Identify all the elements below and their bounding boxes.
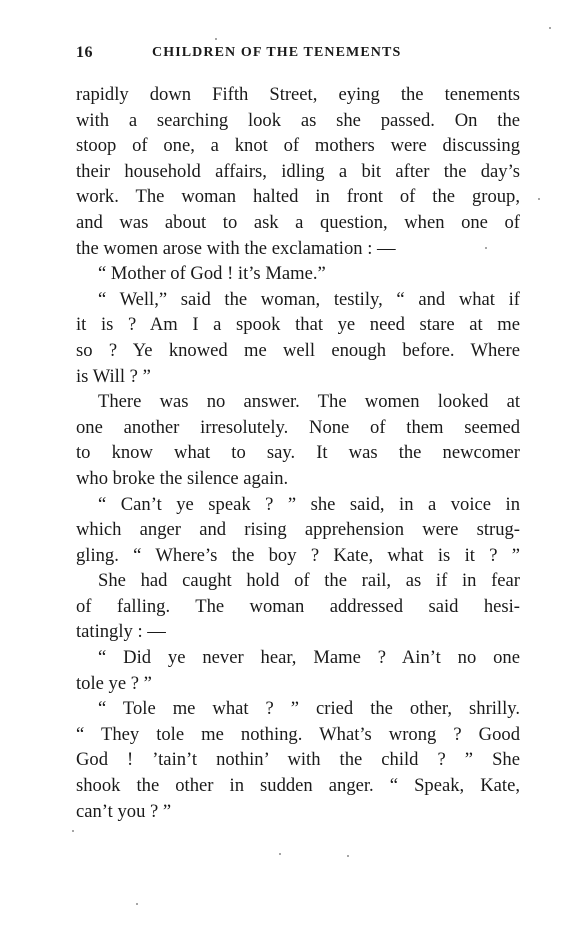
running-head <box>76 44 520 66</box>
text-line: “ Mother of God ! it’s Mame.” <box>98 263 326 285</box>
paper-speck <box>347 855 349 857</box>
text-line: “ Tole me what ? ” cried the other, shrilly. <box>98 698 520 720</box>
paper-speck <box>215 38 217 40</box>
text-line: so ? Ye knowed me well enough before. Where <box>76 339 520 361</box>
text-line: and was about to ask a question, when one of <box>76 211 520 233</box>
text-line: it is ? Am I a spook that ye need stare at me <box>76 314 520 336</box>
paper-speck <box>538 198 540 200</box>
text-line: who broke the silence again. <box>76 467 289 489</box>
text-line: gling. “ Where’s the boy ? Kate, what is it ? ” <box>76 544 520 566</box>
paper-speck <box>72 830 74 832</box>
text-line: tatingly : — <box>76 621 166 643</box>
text-line: She had caught hold of the rail, as if in fear <box>98 570 520 592</box>
paper-speck <box>549 27 551 29</box>
text-line: stoop of one, a knot of mothers were discussing <box>76 135 520 157</box>
text-line: their household affairs, idling a bit after the day’s <box>76 160 520 182</box>
text-line: of falling. The woman addressed said hesi- <box>76 595 520 617</box>
text-line: one another irresolutely. None of them seemed <box>76 416 520 438</box>
text-line: work. The woman halted in front of the group, <box>76 186 520 208</box>
text-line: is Will ? ” <box>76 365 151 387</box>
body-text <box>76 82 520 824</box>
text-line: shook the other in sudden anger. “ Speak, Kate, <box>76 775 520 797</box>
text-line: “ They tole me nothing. What’s wrong ? Good <box>76 723 520 745</box>
text-line: “ Can’t ye speak ? ” she said, in a voice in <box>98 493 520 515</box>
paper-speck <box>279 853 281 855</box>
text-line: There was no answer. The women looked at <box>98 391 520 413</box>
paper-speck <box>485 247 487 249</box>
text-line: “ Well,” said the woman, testily, “ and what if <box>98 288 520 310</box>
text-line: with a searching look as she passed. On the <box>76 109 520 131</box>
running-title: CHILDREN OF THE TENEMENTS <box>152 45 402 60</box>
text-line: tole ye ? ” <box>76 672 152 694</box>
text-line: rapidly down Fifth Street, eying the tenements <box>76 84 520 105</box>
text-line: the women arose with the exclamation : — <box>76 237 396 259</box>
paper-speck <box>136 903 138 905</box>
text-line: can’t you ? ” <box>76 800 172 822</box>
text-line: “ Did ye never hear, Mame ? Ain’t no one <box>98 647 520 669</box>
text-line: to know what to say. It was the newcomer <box>76 442 520 464</box>
page-number: 16 <box>76 44 93 61</box>
text-line: which anger and rising apprehension were strug- <box>76 519 520 541</box>
text-line: God ! ’tain’t nothin’ with the child ? ” She <box>76 749 520 771</box>
